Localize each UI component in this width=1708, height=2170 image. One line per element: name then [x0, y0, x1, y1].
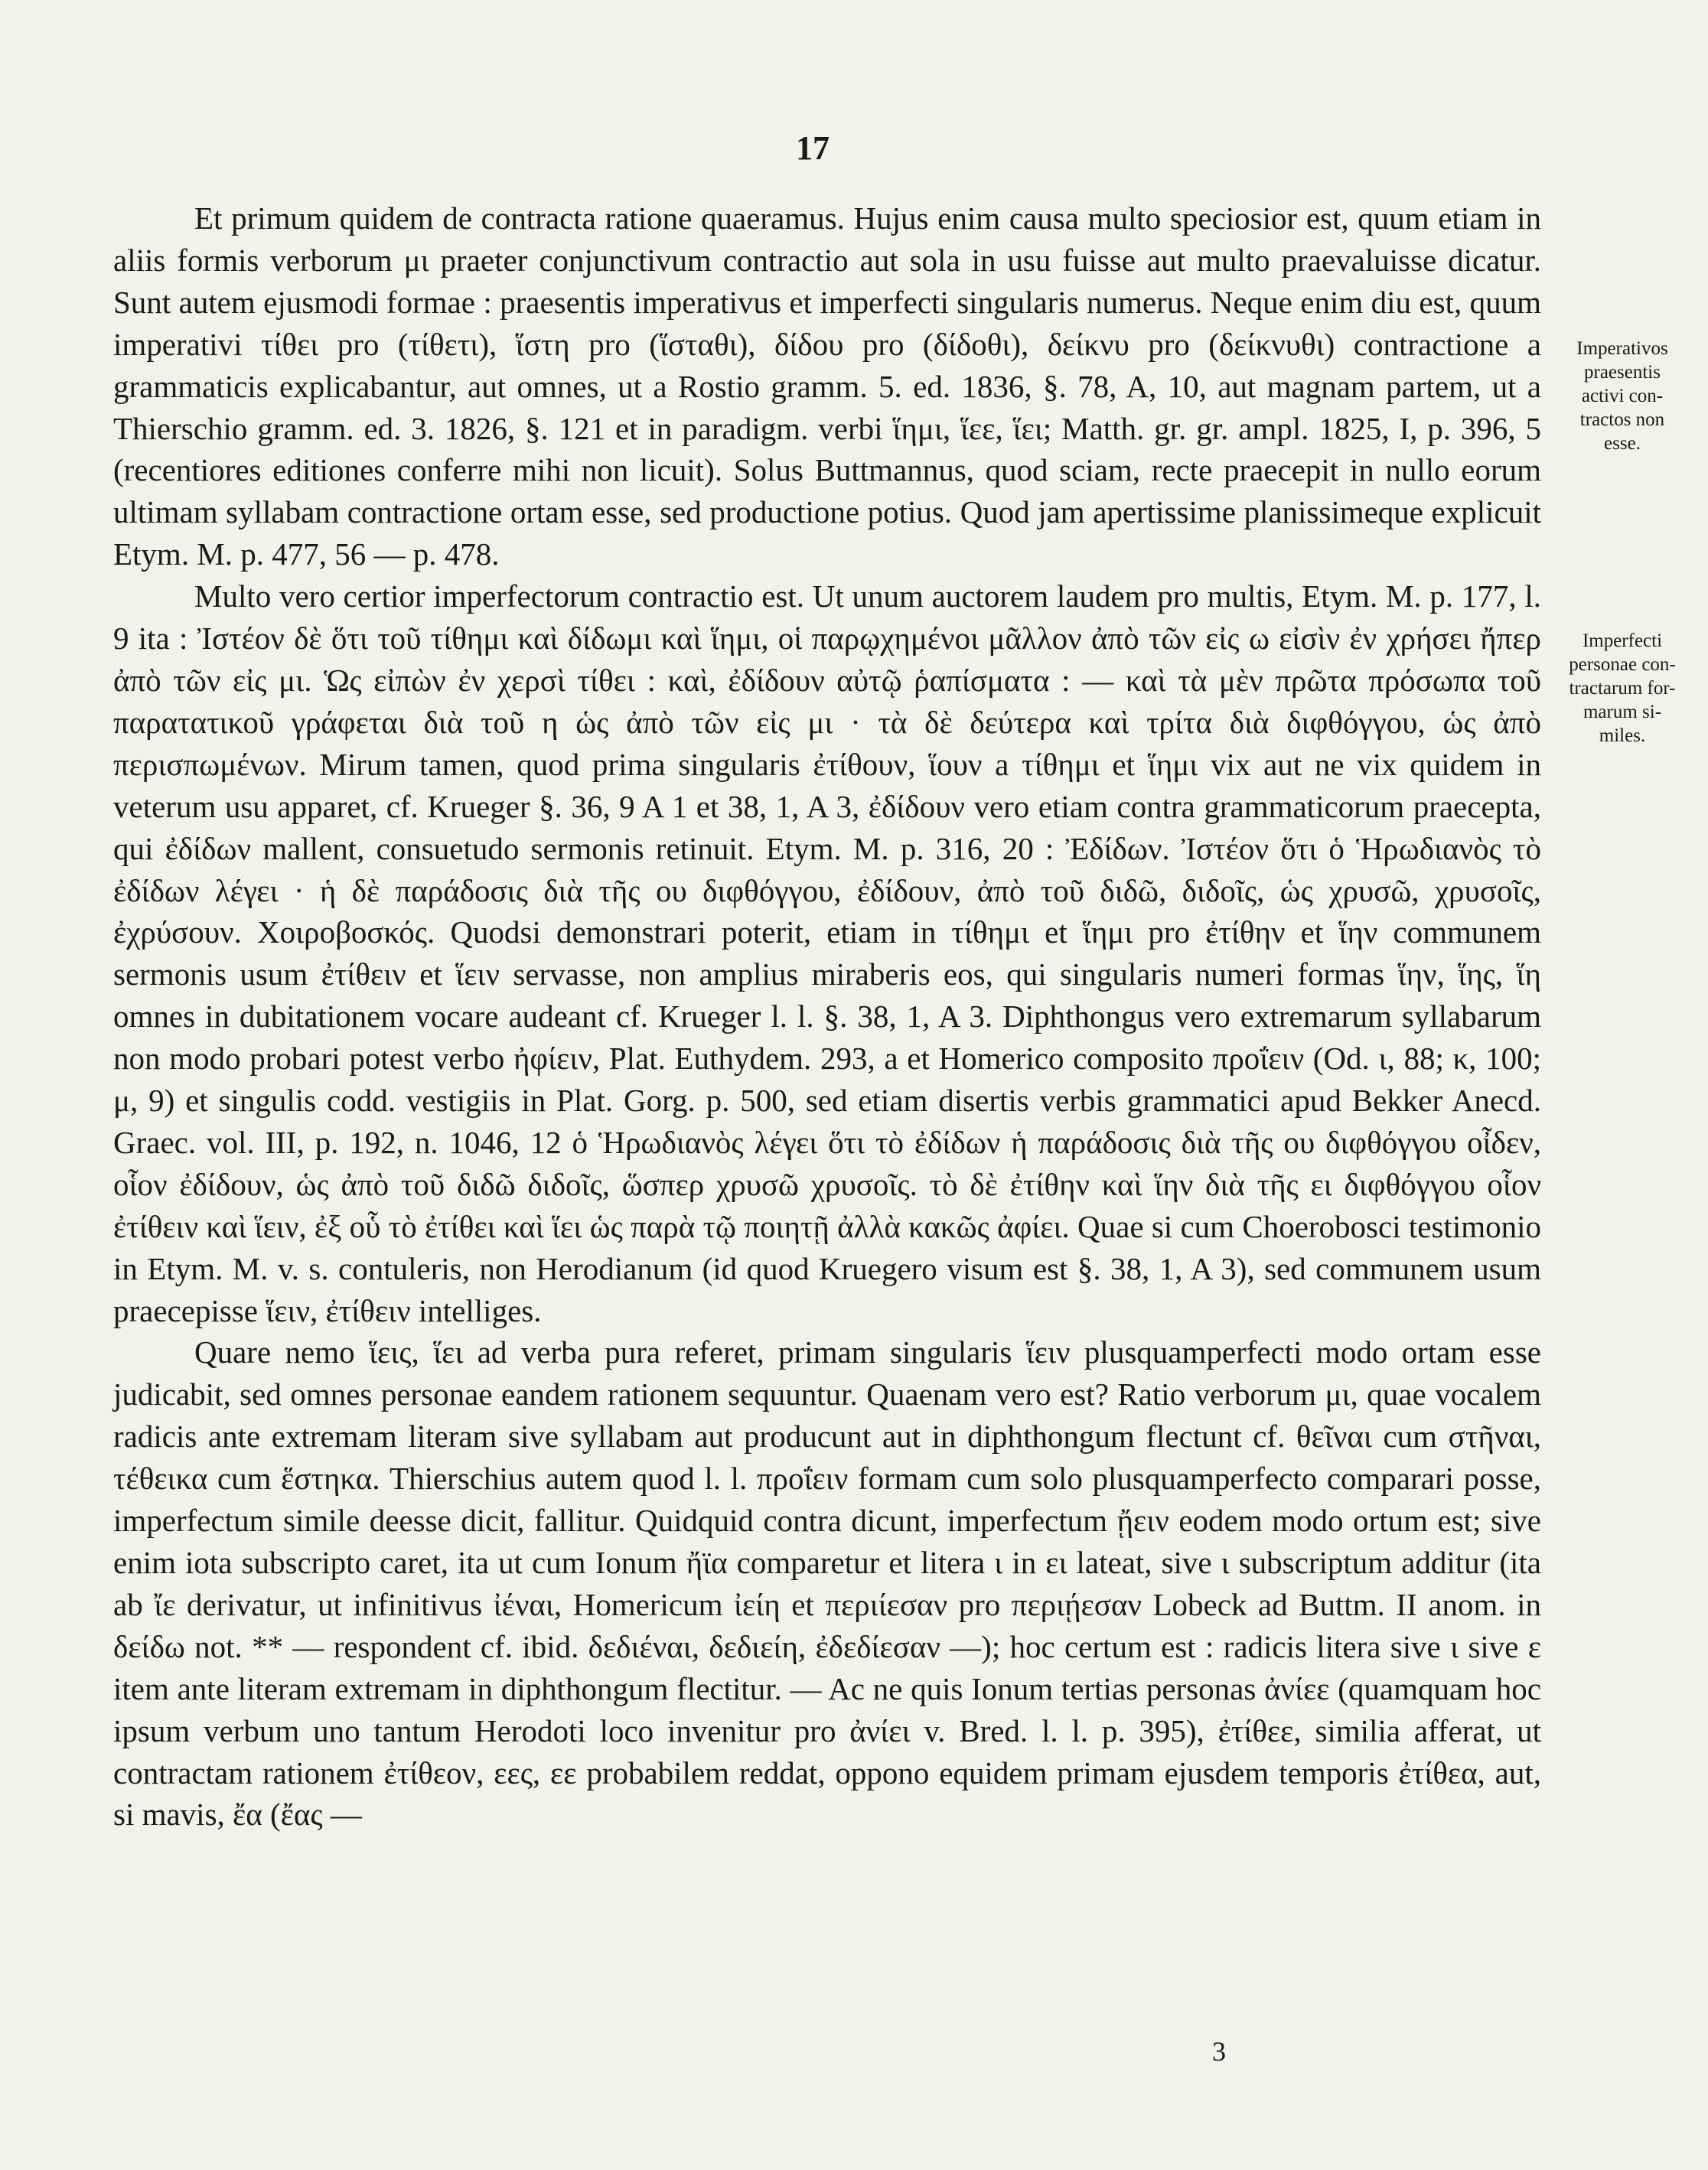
margin-note-imperfect: Imperfecti personae con- tractarum for- marum si- miles.	[1569, 630, 1676, 746]
signature-mark: 3	[1212, 2036, 1226, 2067]
paragraph-1: Et primum quidem de contracta ratione quaeramus. Hujus enim causa multo speciosior est, quum etiam in aliis formis verborum μι praeter conjunctivum contractio aut sola in usu fuisse aut multo praevaluisse dicatur. Sunt autem ejusmodi formae : praesentis imperativus et imperfecti singularis numerus. Neque enim diu est, quum imperativi τίθει pro (τίθετι), ἵστη pro (ἵσταθι), δίδου pro (δίδοθι), δείκνυ pro (δείκνυθι) contractione a grammaticis explicabantur, aut omnes, ut a Rostio gramm. 5. ed. 1836, §. 78, A, 10, aut magnam partem, ut a Thierschio gramm. ed. 3. 1826, §. 121 et in paradigm. verbi ἵημι, ἵεε, ἵει; Matth. gr. gr. ampl. 1825, I, p. 396, 5 (recentiores editiones conferre mihi non licuit). Solus Buttmannus, quod sciam, recte praecepit in nullo eorum ultimam syllabam contractione ortam esse, sed productione potius. Quod jam apertissime planissimeque explicuit Etym. M. p. 477, 56 — p. 478.	[113, 200, 1541, 572]
page-number: 17	[796, 129, 830, 167]
paragraph-2: Multo vero certior imperfectorum contractio est. Ut unum auctorem laudem pro multis, Etym. M. p. 177, l. 9 ita : Ἰστέον δὲ ὅτι τοῦ τίθημι καὶ δίδωμι καὶ ἵημι, οἱ παρῳχημένοι μᾶλλον ἀπὸ τῶν εἰς ω εἰσὶν ἐν χρήσει ἤπερ ἀπὸ τῶν εἰς μι. Ὡς εἰπὼν ἐν χερσὶ τίθει : καὶ, ἐδίδουν αὐτῷ ῥαπίσματα : — καὶ τὰ μὲν πρῶτα πρόσωπα τοῦ παρατατικοῦ γράφεται διὰ τοῦ η ὡς ἀπὸ τῶν εἰς μι · τὰ δὲ δεύτερα καὶ τρίτα διὰ διφθόγγου, ὡς ἀπὸ περισπωμένων. Mirum tamen, quod prima singularis ἐτίθουν, ἵουν a τίθημι et ἵημι vix aut ne vix quidem in veterum usu apparet, cf. Krueger §. 36, 9 A 1 et 38, 1, A 3, ἐδίδουν vero etiam contra grammaticorum praecepta, qui ἐδίδων mallent, consuetudo sermonis retinuit. Etym. M. p. 316, 20 : Ἐδίδων. Ἰστέον ὅτι ὁ Ἡρωδιανὸς τὸ ἐδίδων λέγει · ἡ δὲ παράδοσις διὰ τῆς ου διφθόγγου, ἐδίδουν, ἀπὸ τοῦ διδῶ, διδοῖς, ὡς χρυσῶ, χρυσοῖς, ἐχρύσουν. Χοιροβοσκός. Quodsi demonstrari poterit, etiam in τίθημι et ἵημι pro ἐτίθην et ἵην communem sermonis usum ἐτίθειν et ἵειν servasse, non amplius miraberis eos, qui singularis numeri formas ἵην, ἵης, ἵη omnes in dubitationem vocare audeant cf. Krueger l. l. §. 38, 1, A 3. Diphthongus vero extremarum syllabarum non modo probari potest verbo ἠφίειν, Plat. Euthydem. 293, a et Homerico composito προΐειν (Od. ι, 88; κ, 100; μ, 9) et singulis codd. vestigiis in Plat. Gorg. p. 500, sed etiam disertis verbis grammatici apud Bekker Anecd. Graec. vol. III, p. 192, n. 1046, 12 ὁ Ἡρωδιανὸς λέγει ὅτι τὸ ἐδίδων ἡ παράδοσις διὰ τῆς ου διφθόγγου οἶδεν, οἷον ἐδίδουν, ὡς ἀπὸ τοῦ διδῶ διδοῖς, ὥσπερ χρυσῶ χρυσοῖς. τὸ δὲ ἐτίθην καὶ ἵην διὰ τῆς ει διφθόγγου οἷον ἐτίθειν καὶ ἵειν, ἐξ οὗ τὸ ἐτίθει καὶ ἵει ὡς παρὰ τῷ ποιητῇ ἀλλὰ κακῶς ἀφίει. Quae si cum Choerobosci testimonio in Etym. M. v. s. contuleris, non Herodianum (id quod Kruegero visum est §. 38, 1, A 3), sed communem usum praecepisse ἵειν, ἐτίθειν intelliges.	[113, 578, 1541, 1328]
margin-note-imperative: Imperativos praesentis activi con- tractos non esse.	[1576, 338, 1668, 454]
paragraph-3: Quare nemo ἵεις, ἵει ad verba pura referet, primam singularis ἵειν plusquamperfecti modo ortam esse judicabit, sed omnes personae eandem rationem sequuntur. Quaenam vero est? Ratio verborum μι, quae vocalem radicis ante extremam literam sive syllabam aut producunt aut in diphthongum flectunt cf. θεῖναι cum στῆναι, τέθεικα cum ἕστηκα. Thierschius autem quod l. l. προΐειν formam cum solo plusquamperfecto comparari posse, imperfectum simile deesse dicit, fallitur. Quidquid contra dicunt, imperfectum ᾔειν eodem modo ortum est; sive enim iota subscripto caret, ita ut cum Ionum ἤϊα comparetur et litera ι in ει lateat, sive ι subscriptum additur (ita ab ἴε derivatur, ut infinitivus ἰέναι, Homericum ἰείη et περιίεσαν pro περιῄεσαν Lobeck ad Buttm. II anom. in δείδω not. ** — respondent cf. ibid. δεδιέναι, δεδιείη, ἐδεδίεσαν —); hoc certum est : radicis litera sive ι sive ε item ante literam extremam in diphthongum flectitur. — Ac ne quis Ionum tertias personas ἀνίεε (quamquam hoc ipsum verbum uno tantum Herodoti loco invenitur pro ἀνίει v. Bred. l. l. p. 395), ἐτίθεε, similia afferat, ut contractam rationem ἐτίθεον, εες, εε probabilem reddat, oppono equidem primam ejusdem temporis ἐτίθεα, aut, si mavis, ἔα (ἔας —	[113, 1334, 1541, 1833]
main-text	[113, 197, 1541, 1836]
